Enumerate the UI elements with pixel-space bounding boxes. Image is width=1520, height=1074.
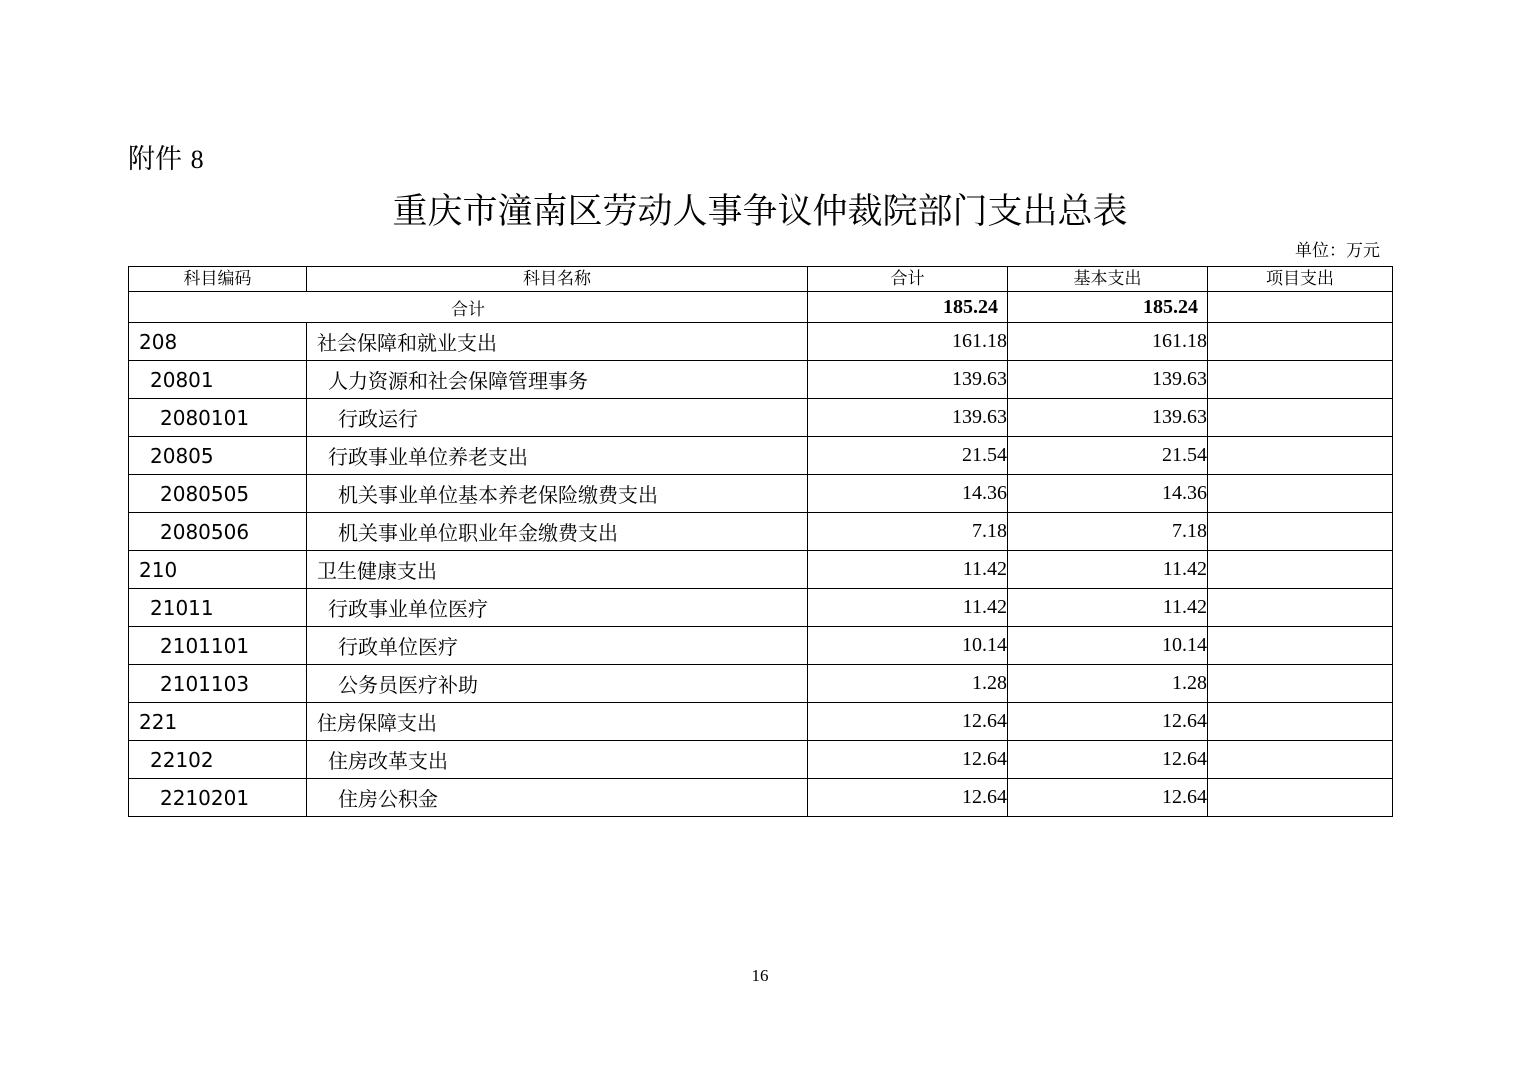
total-project <box>1208 292 1393 323</box>
header-total: 合计 <box>808 267 1008 292</box>
row-basic: 139.63 <box>1008 361 1208 399</box>
header-project: 项目支出 <box>1208 267 1393 292</box>
row-code: 2101103 <box>129 665 307 703</box>
row-project <box>1208 323 1393 361</box>
header-name: 科目名称 <box>307 267 808 292</box>
row-total: 11.42 <box>808 551 1008 589</box>
attachment-number: 8 <box>190 145 204 174</box>
row-total: 12.64 <box>808 741 1008 779</box>
row-total: 1.28 <box>808 665 1008 703</box>
table-row <box>129 703 1393 741</box>
attachment-text: 附件 <box>128 144 182 175</box>
row-total: 12.64 <box>808 779 1008 817</box>
row-total: 139.63 <box>808 399 1008 437</box>
row-basic: 12.64 <box>1008 703 1208 741</box>
row-project <box>1208 513 1393 551</box>
row-basic: 21.54 <box>1008 437 1208 475</box>
row-basic: 11.42 <box>1008 551 1208 589</box>
row-project <box>1208 589 1393 627</box>
row-total: 161.18 <box>808 323 1008 361</box>
row-name: 住房改革支出 <box>307 741 808 779</box>
table-row <box>129 437 1393 475</box>
table-row <box>129 551 1393 589</box>
row-basic: 12.64 <box>1008 741 1208 779</box>
total-row <box>129 292 1393 323</box>
row-name: 机关事业单位基本养老保险缴费支出 <box>307 475 808 513</box>
row-basic: 139.63 <box>1008 399 1208 437</box>
row-name: 行政运行 <box>307 399 808 437</box>
row-basic: 12.64 <box>1008 779 1208 817</box>
row-name: 社会保障和就业支出 <box>307 323 808 361</box>
row-name: 行政单位医疗 <box>307 627 808 665</box>
page-title: 重庆市潼南区劳动人事争议仲裁院部门支出总表 <box>392 192 1128 232</box>
row-code: 2080506 <box>129 513 307 551</box>
row-project <box>1208 551 1393 589</box>
table-row <box>129 399 1393 437</box>
row-name: 卫生健康支出 <box>307 551 808 589</box>
row-code: 2101101 <box>129 627 307 665</box>
table-header-row <box>129 267 1393 292</box>
row-code: 2080101 <box>129 399 307 437</box>
row-project <box>1208 399 1393 437</box>
row-code: 221 <box>129 703 307 741</box>
row-code: 20805 <box>129 437 307 475</box>
total-label: 合计 <box>129 292 808 323</box>
row-code: 208 <box>129 323 307 361</box>
row-project <box>1208 475 1393 513</box>
table-row <box>129 589 1393 627</box>
table-row <box>129 665 1393 703</box>
header-basic: 基本支出 <box>1008 267 1208 292</box>
row-total: 11.42 <box>808 589 1008 627</box>
row-basic: 161.18 <box>1008 323 1208 361</box>
row-project <box>1208 703 1393 741</box>
row-name: 公务员医疗补助 <box>307 665 808 703</box>
row-name: 住房保障支出 <box>307 703 808 741</box>
row-basic: 11.42 <box>1008 589 1208 627</box>
row-project <box>1208 627 1393 665</box>
expenditure-table <box>128 266 1393 817</box>
row-total: 10.14 <box>808 627 1008 665</box>
row-project <box>1208 779 1393 817</box>
row-total: 7.18 <box>808 513 1008 551</box>
table-row <box>129 741 1393 779</box>
total-basic: 185.24 <box>1008 292 1208 323</box>
table-row <box>129 323 1393 361</box>
header-code: 科目编码 <box>129 267 307 292</box>
row-name: 行政事业单位养老支出 <box>307 437 808 475</box>
table-row <box>129 513 1393 551</box>
row-code: 21011 <box>129 589 307 627</box>
row-code: 20801 <box>129 361 307 399</box>
table-row <box>129 779 1393 817</box>
row-name: 住房公积金 <box>307 779 808 817</box>
row-total: 21.54 <box>808 437 1008 475</box>
row-project <box>1208 665 1393 703</box>
row-basic: 7.18 <box>1008 513 1208 551</box>
row-project <box>1208 741 1393 779</box>
attachment-label <box>128 140 204 180</box>
row-name: 机关事业单位职业年金缴费支出 <box>307 513 808 551</box>
table-row <box>129 627 1393 665</box>
unit-label: 单位：万元 <box>1295 241 1380 261</box>
row-name: 人力资源和社会保障管理事务 <box>307 361 808 399</box>
row-total: 12.64 <box>808 703 1008 741</box>
row-basic: 10.14 <box>1008 627 1208 665</box>
row-basic: 1.28 <box>1008 665 1208 703</box>
row-name: 行政事业单位医疗 <box>307 589 808 627</box>
row-basic: 14.36 <box>1008 475 1208 513</box>
row-total: 14.36 <box>808 475 1008 513</box>
row-total: 139.63 <box>808 361 1008 399</box>
row-project <box>1208 437 1393 475</box>
table-row <box>129 361 1393 399</box>
table-row <box>129 475 1393 513</box>
row-code: 22102 <box>129 741 307 779</box>
total-sum: 185.24 <box>808 292 1008 323</box>
row-project <box>1208 361 1393 399</box>
page-number: 16 <box>751 966 769 985</box>
row-code: 2080505 <box>129 475 307 513</box>
row-code: 210 <box>129 551 307 589</box>
row-code: 2210201 <box>129 779 307 817</box>
